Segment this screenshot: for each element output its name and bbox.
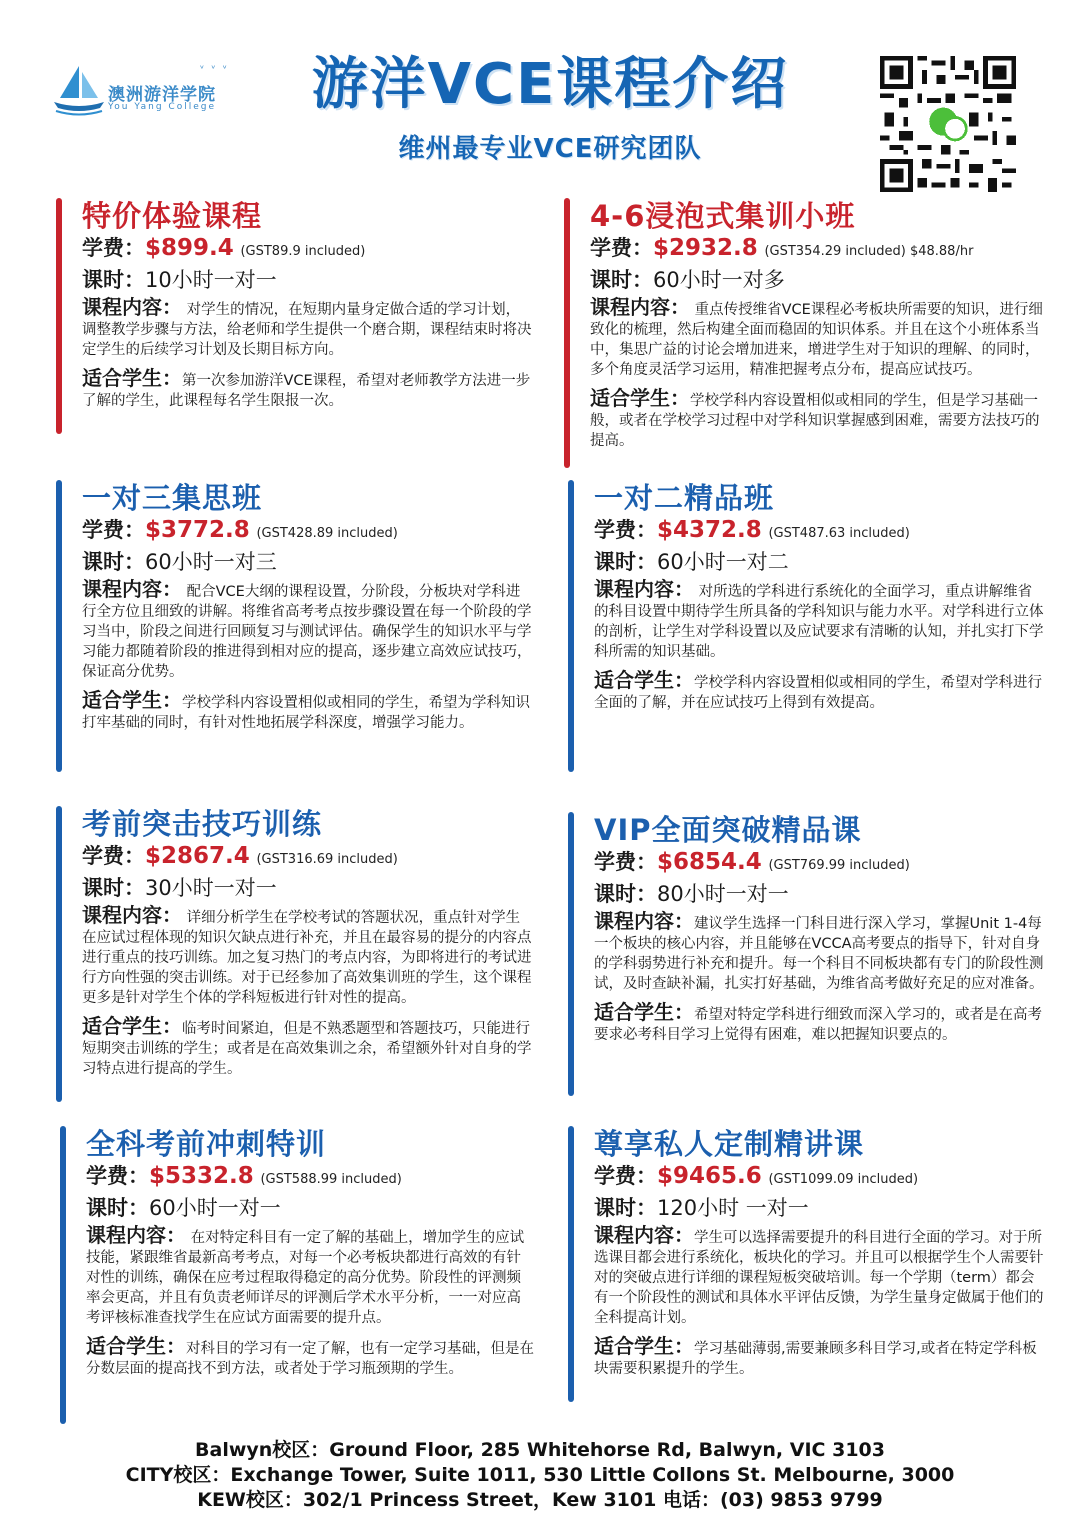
course-hours: 60小时一对多 bbox=[653, 268, 785, 292]
course-fee-row bbox=[590, 234, 1044, 266]
course-suitable bbox=[590, 388, 1044, 451]
card-accent-bar bbox=[56, 198, 62, 434]
course-fee-row bbox=[82, 842, 532, 874]
hours-label: 课时： bbox=[82, 550, 145, 574]
course-title: 全科考前冲刺特训 bbox=[86, 1127, 327, 1161]
course-card-one-to-three bbox=[56, 480, 532, 772]
course-hours-row bbox=[82, 874, 532, 903]
suitable-label: 适合学生： bbox=[82, 366, 182, 390]
fee-label: 学费： bbox=[82, 236, 145, 260]
course-card-small-group bbox=[564, 198, 1044, 468]
card-accent-bar bbox=[56, 480, 62, 772]
suitable-label: 适合学生： bbox=[82, 1014, 182, 1038]
course-title: VIP全面突破精品课 bbox=[594, 813, 862, 847]
card-accent-bar bbox=[60, 1126, 66, 1424]
fee-label: 学费： bbox=[594, 850, 657, 874]
course-content-text: 在对特定科目有一定了解的基础上，增加学生的应试技能，紧跟维省最新高考考点，对每一个必考板块都进行高效的有针对性的训练，确保在应考过程取得稳定的高分优势。阶段性的评测频率会更高，并且有负责老师详尽的评测后学术水平分析，一一对应高考评核标准查找学生在应试方面需要的提升点。 bbox=[86, 1230, 525, 1326]
course-hours-row bbox=[86, 1194, 534, 1223]
card-accent-bar bbox=[568, 812, 574, 1096]
course-fee-row bbox=[594, 1162, 1044, 1194]
course-hours: 60小时一对一 bbox=[149, 1196, 281, 1220]
sailboat-logo-icon bbox=[52, 64, 106, 116]
course-suitable bbox=[594, 1002, 1044, 1045]
hours-label: 课时： bbox=[82, 876, 145, 900]
birds-decoration: ᵛ ᵛ ᵛ bbox=[200, 64, 229, 75]
course-suitable bbox=[594, 670, 1044, 713]
course-hours: 80小时一对一 bbox=[657, 882, 789, 906]
city-campus-address: CITY校区：Exchange Tower, Suite 1011, 530 Little Collons St. Melbourne, 3000 bbox=[125, 1464, 955, 1486]
content-label: 课程内容： bbox=[594, 1223, 694, 1247]
suitable-label: 适合学生： bbox=[594, 1334, 694, 1358]
course-suitable-text: 对科目的学习有一定了解，也有一定学习基础，但是在分数层面的提高找不到方法，或者处于学习瓶颈期的学生。 bbox=[86, 1341, 534, 1377]
wechat-qr-code-icon[interactable] bbox=[880, 56, 1016, 192]
card-accent-bar bbox=[568, 1126, 574, 1402]
course-price: $2867.4 bbox=[145, 843, 250, 869]
course-card-trial bbox=[56, 198, 532, 434]
course-title: 4-6浸泡式集训小班 bbox=[590, 199, 856, 233]
course-suitable-text: 学校学科内容设置相似或相同的学生，希望为学科知识打牢基础的同时，有针对性地拓展学科深度，增强学习能力。 bbox=[82, 695, 530, 731]
balwyn-campus-address: Balwyn校区：Ground Floor, 285 Whitehorse Rd, Balwyn, VIC 3103 bbox=[195, 1439, 885, 1461]
content-label: 课程内容： bbox=[594, 909, 694, 933]
content-label: 课程内容： bbox=[82, 903, 182, 927]
course-gst: (GST769.99 included) bbox=[768, 858, 910, 873]
card-accent-bar bbox=[564, 198, 570, 468]
logo-chinese-name: 澳洲游洋学院 bbox=[108, 85, 216, 105]
hours-label: 课时： bbox=[594, 550, 657, 574]
course-gst: (GST316.69 included) bbox=[256, 852, 398, 867]
kew-campus-address-phone: KEW校区：302/1 Princess Street，Kew 3101 电话：(03) 9853 9799 bbox=[197, 1489, 883, 1511]
course-gst: (GST428.89 included) bbox=[256, 526, 398, 541]
course-card-vip bbox=[568, 812, 1044, 1096]
course-gst: (GST89.9 included) bbox=[240, 244, 366, 259]
course-hours: 30小时一对一 bbox=[145, 876, 277, 900]
course-content-text: 详细分析学生在学校考试的答题状况，重点针对学生在应试过程体现的知识欠缺点进行补充，并且在最容易的提分的内容点进行重点的技巧训练。加之复习热门的考点内容，为即将进行的考试进行方向性强的突击训练。对于已经参加了高效集训班的学生，这个课程更多是针对学生个体的学科短板进行针对性的提高。 bbox=[82, 910, 532, 1006]
hours-label: 课时： bbox=[594, 1196, 657, 1220]
page-title: 游洋VCE课程介绍 bbox=[311, 52, 789, 117]
course-hours-row bbox=[594, 548, 1044, 577]
course-price: $5332.8 bbox=[149, 1163, 254, 1189]
course-content bbox=[590, 297, 1044, 380]
hours-label: 课时： bbox=[590, 268, 653, 292]
course-title: 一对三集思班 bbox=[82, 481, 263, 515]
course-content bbox=[594, 579, 1044, 662]
course-hours: 120小时 一对一 bbox=[657, 1196, 809, 1220]
suitable-label: 适合学生： bbox=[86, 1334, 186, 1358]
course-suitable bbox=[594, 1336, 1044, 1379]
course-price: $899.4 bbox=[145, 235, 234, 261]
course-hours-row bbox=[590, 266, 1044, 295]
course-fee-row bbox=[594, 848, 1044, 880]
course-price: $3772.8 bbox=[145, 517, 250, 543]
course-hours: 60小时一对三 bbox=[145, 550, 277, 574]
course-suitable bbox=[86, 1336, 534, 1379]
course-suitable-text: 学习基础薄弱,需要兼顾多科目学习,或者在特定学科板块需要积累提升的学生。 bbox=[594, 1341, 1037, 1377]
course-card-private bbox=[568, 1126, 1044, 1402]
suitable-label: 适合学生： bbox=[82, 688, 182, 712]
hours-label: 课时： bbox=[82, 268, 145, 292]
course-content bbox=[82, 905, 532, 1008]
course-suitable-text: 第一次参加游洋VCE课程，希望对老师教学方法进一步了解的学生，此课程每名学生限报一次。 bbox=[82, 373, 531, 409]
fee-label: 学费： bbox=[82, 844, 145, 868]
card-accent-bar bbox=[568, 480, 574, 772]
course-title: 一对二精品班 bbox=[594, 481, 775, 515]
course-content-text: 重点传授维省VCE课程必考板块所需要的知识，进行细致化的梳理，然后构建全面而稳固的知识体系。并且在这个小班体系当中，集思广益的讨论会增加进来，增进学生对于知识的理解、的同时，多个角度灵活学习运用，精准把握考点分布，提高应试技巧。 bbox=[590, 302, 1043, 378]
course-price: $4372.8 bbox=[657, 517, 762, 543]
suitable-label: 适合学生： bbox=[590, 386, 690, 410]
course-suitable-text: 临考时间紧迫，但是不熟悉题型和答题技巧，只能进行短期突击训练的学生；或者是在高效集训之余，希望额外针对自身的学习特点进行提高的学生。 bbox=[82, 1021, 532, 1077]
fee-label: 学费： bbox=[594, 518, 657, 542]
course-gst: (GST487.63 included) bbox=[768, 526, 910, 541]
fee-label: 学费： bbox=[594, 1164, 657, 1188]
course-hours-row bbox=[594, 1194, 1044, 1223]
course-hours-row bbox=[594, 880, 1044, 909]
course-price: $6854.4 bbox=[657, 849, 762, 875]
fee-label: 学费： bbox=[590, 236, 653, 260]
course-hours-row bbox=[82, 266, 532, 295]
course-suitable bbox=[82, 690, 532, 733]
course-title: 特价体验课程 bbox=[82, 199, 263, 233]
course-content bbox=[594, 1225, 1044, 1328]
course-fee-row bbox=[594, 516, 1044, 548]
course-hours-row bbox=[82, 548, 532, 577]
hours-label: 课时： bbox=[594, 882, 657, 906]
course-content-text: 对所选的学科进行系统化的全面学习，重点讲解维省的科目设置中期待学生所具备的学科知识与能力水平。对学科进行立体的剖析，让学生对学科设置以及应试要求有清晰的认知，并扎实打下学科所需的知识基础。 bbox=[594, 584, 1044, 660]
logo-english-name: You Yang College bbox=[108, 102, 217, 112]
content-label: 课程内容： bbox=[590, 295, 690, 319]
course-content bbox=[594, 911, 1044, 994]
content-label: 课程内容： bbox=[82, 577, 182, 601]
hours-label: 课时： bbox=[86, 1196, 149, 1220]
fee-label: 学费： bbox=[86, 1164, 149, 1188]
course-content-text: 配合VCE大纲的课程设置，分阶段，分板块对学科进行全方位且细致的讲解。将维省高考考点按步骤设置在每一个阶段的学习当中，阶段之间进行回顾复习与测试评估。确保学生的知识水平与学习能力都随着阶段的推进得到相对应的提高，逐步建立高效应试技巧，保证高分优势。 bbox=[82, 584, 532, 680]
course-price: $9465.6 bbox=[657, 1163, 762, 1189]
course-card-one-to-two bbox=[568, 480, 1044, 772]
content-label: 课程内容： bbox=[82, 295, 182, 319]
course-content-text: 对学生的情况，在短期内量身定做合适的学习计划，调整教学步骤与方法，给老师和学生提供一个磨合期，课程结束时将决定学生的后续学习计划及长期目标方向。 bbox=[82, 302, 532, 358]
course-hours: 60小时一对二 bbox=[657, 550, 789, 574]
course-price: $2932.8 bbox=[653, 235, 758, 261]
course-card-exam-skills bbox=[56, 806, 532, 1102]
header bbox=[0, 0, 1080, 190]
campus-addresses bbox=[0, 1438, 1080, 1513]
course-fee-row bbox=[82, 234, 532, 266]
course-suitable-text: 学校学科内容设置相似或相同的学生，但是学习基础一般，或者在学校学习过程中对学科知识掌握感到困难，需要方法技巧的提高。 bbox=[590, 393, 1040, 449]
content-label: 课程内容： bbox=[594, 577, 694, 601]
course-content-text: 学生可以选择需要提升的科目进行全面的学习。对于所选课目都会进行系统化，板块化的学习。并且可以根据学生个人需要针对的突破点进行详细的课程短板突破培训。每一个学期（term）都会有一个阶段性的测试和具体水平评估反馈，为学生量身定做属于他们的全科提高计划。 bbox=[594, 1230, 1044, 1326]
fee-label: 学费： bbox=[82, 518, 145, 542]
course-title: 考前突击技巧训练 bbox=[82, 807, 323, 841]
card-accent-bar bbox=[56, 806, 62, 1102]
course-fee-row bbox=[82, 516, 532, 548]
course-content bbox=[82, 579, 532, 682]
course-content bbox=[82, 297, 532, 360]
course-card-full-sprint bbox=[60, 1126, 534, 1424]
course-hours: 10小时一对一 bbox=[145, 268, 277, 292]
course-gst: (GST588.99 included) bbox=[260, 1172, 402, 1187]
course-gst: (GST354.29 included) $48.88/hr bbox=[764, 244, 974, 259]
course-content-text: 建议学生选择一门科目进行深入学习，掌握Unit 1-4每一个板块的核心内容，并且能够在VCCA高考要点的指导下，针对自身的学科弱势进行补充和提升。每一个科目不同板块都有专门的阶段性测试，及时查缺补漏，扎实打好基础，为维省高考做好充足的应对准备。 bbox=[594, 916, 1044, 992]
course-content bbox=[86, 1225, 534, 1328]
course-gst: (GST1099.09 included) bbox=[768, 1172, 919, 1187]
course-suitable bbox=[82, 368, 532, 411]
course-suitable bbox=[82, 1016, 532, 1079]
course-title: 尊享私人定制精讲课 bbox=[594, 1127, 865, 1161]
college-logo bbox=[52, 62, 232, 122]
suitable-label: 适合学生： bbox=[594, 668, 694, 692]
course-fee-row bbox=[86, 1162, 534, 1194]
course-suitable-text: 希望对特定学科进行细致而深入学习的，或者是在高考要求必考科目学习上觉得有困难，难以把握知识要点的。 bbox=[594, 1007, 1042, 1043]
suitable-label: 适合学生： bbox=[594, 1000, 694, 1024]
course-suitable-text: 学校学科内容设置相似或相同的学生，希望对学科进行全面的了解，并在应试技巧上得到有效提高。 bbox=[594, 675, 1042, 711]
page-subtitle: 维州最专业VCE研究团队 bbox=[398, 134, 702, 164]
content-label: 课程内容： bbox=[86, 1223, 186, 1247]
